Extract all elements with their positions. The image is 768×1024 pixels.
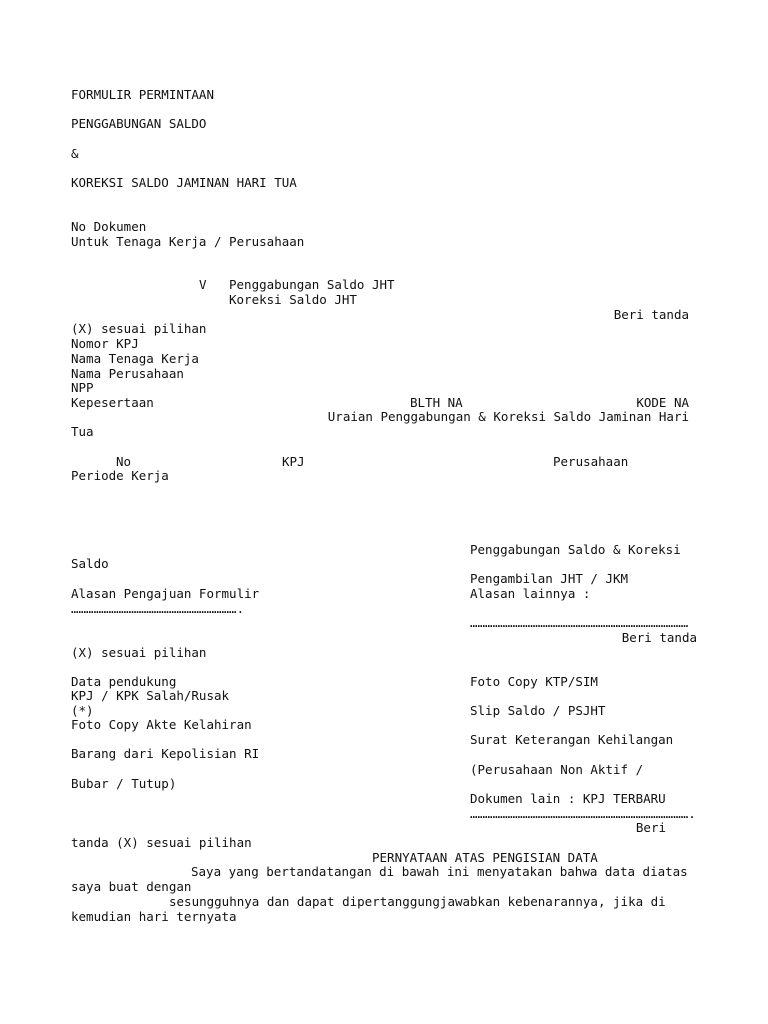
option-bubar-tutup: Bubar / Tutup): [71, 776, 177, 791]
option-alasan-lainnya: Alasan lainnya :: [470, 586, 591, 601]
form-title-ampersand: &: [71, 146, 79, 161]
option-dokumen-lain: Dokumen lain : KPJ TERBARU: [470, 791, 666, 806]
nama-tenaga-kerja-label: Nama Tenaga Kerja: [71, 351, 199, 366]
option-koreksi-saldo-jht: Koreksi Saldo JHT: [229, 292, 357, 307]
col-header-perusahaan: Perusahaan: [553, 454, 629, 469]
hint-sesuai-pilihan-2: (X) sesuai pilihan: [71, 645, 207, 660]
alasan-lainnya-dots[interactable]: ……………………………………………………………………………: [470, 615, 689, 630]
pernyataan-line4: kemudian hari ternyata: [71, 909, 237, 924]
npp-label: NPP: [71, 380, 94, 395]
dokumen-lain-dots[interactable]: …………………………………………………………………………….: [470, 806, 696, 821]
option-kpj-kpk-rusak: KPJ / KPK Salah/Rusak: [71, 688, 230, 703]
uraian-title-cont: Tua: [71, 424, 94, 439]
nomor-kpj-label: Nomor KPJ: [71, 336, 139, 351]
option-surat-keterangan-kehilangan: Surat Keterangan Kehilangan: [470, 732, 674, 747]
asterisk-note: (*): [71, 703, 94, 718]
form-title-line2: PENGGABUNGAN SALDO: [71, 116, 207, 131]
uraian-title: Uraian Penggabungan & Koreksi Saldo Jaminan Hari: [327, 409, 689, 424]
option-barang-kepolisian: Barang dari Kepolisian RI: [71, 746, 260, 761]
alasan-pengajuan-label: Alasan Pengajuan Formulir: [71, 586, 260, 601]
hint-beri-tanda-1: Beri tanda: [613, 307, 689, 322]
option-perusahaan-non-aktif: (Perusahaan Non Aktif /: [470, 762, 644, 777]
option-penggabungan-koreksi: Penggabungan Saldo & Koreksi: [470, 542, 681, 557]
pernyataan-line3: sesungguhnya dan dapat dipertanggungjawabkan kebenarannya, jika di: [169, 894, 666, 909]
pernyataan-line1: Saya yang bertandatangan di bawah ini menyatakan bahwa data diatas: [191, 864, 688, 879]
form-title-line4: KOREKSI SALDO JAMINAN HARI TUA: [71, 175, 297, 190]
alasan-dots-left[interactable]: ………………………………………………………….: [71, 601, 245, 616]
option-foto-copy-akte: Foto Copy Akte Kelahiran: [71, 717, 252, 732]
form-title-line1: FORMULIR PERMINTAAN: [71, 87, 214, 102]
option-slip-saldo: Slip Saldo / PSJHT: [470, 703, 606, 718]
pernyataan-line2: saya buat dengan: [71, 879, 192, 894]
choice-mark-v[interactable]: V: [199, 277, 207, 292]
col-header-periode-kerja: Periode Kerja: [71, 468, 169, 483]
blth-na-label: BLTH NA: [410, 395, 463, 410]
option-penggabungan-saldo-jht: Penggabungan Saldo JHT: [229, 277, 395, 292]
nama-perusahaan-label: Nama Perusahaan: [71, 366, 184, 381]
option-pengambilan-jht-jkm: Pengambilan JHT / JKM: [470, 571, 629, 586]
col-header-no: No: [116, 454, 132, 469]
no-dokumen-label: No Dokumen: [71, 219, 147, 234]
kepesertaan-label: Kepesertaan: [71, 395, 154, 410]
hint-beri-3: Beri: [635, 820, 666, 835]
hint-sesuai-pilihan-1: (X) sesuai pilihan: [71, 321, 207, 336]
option-foto-copy-ktp-sim: Foto Copy KTP/SIM: [470, 674, 598, 689]
untuk-label: Untuk Tenaga Kerja / Perusahaan: [71, 234, 305, 249]
kode-na-label: KODE NA: [636, 395, 689, 410]
data-pendukung-label: Data pendukung: [71, 674, 177, 689]
option-penggabungan-koreksi-cont: Saldo: [71, 556, 109, 571]
hint-tanda-sesuai-pilihan-3: tanda (X) sesuai pilihan: [71, 835, 252, 850]
col-header-kpj: KPJ: [282, 454, 305, 469]
pernyataan-title: PERNYATAAN ATAS PENGISIAN DATA: [372, 850, 598, 865]
hint-beri-tanda-2: Beri tanda: [621, 630, 697, 645]
